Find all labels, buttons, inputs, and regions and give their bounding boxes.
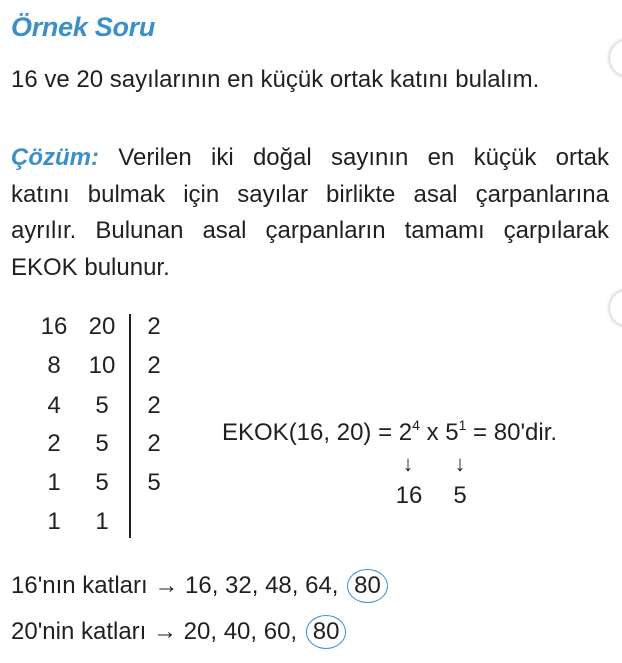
solution-label: Çözüm: [11,144,99,171]
solution-line-1-text: Verilen iki doğal sayının en küçük ortak [118,144,610,171]
multiples-text: 20'nin katları → 20, 40, 60, [11,618,298,645]
table-cell-prime: 2 [147,313,161,340]
example-title: Örnek Soru [11,12,156,42]
table-cell-a: 2 [47,430,61,457]
table-cell-b: 10 [88,352,116,379]
ekok-prefix: EKOK(16, 20) = 2 [222,419,413,446]
circled-common-multiple: 80 [306,615,347,649]
table-cell-b: 5 [95,430,109,457]
table-cell-prime: 2 [147,430,161,457]
table-cell-a: 1 [47,508,61,535]
down-arrow-icon: ↓ [454,451,466,476]
table-cell-a: 16 [40,313,68,340]
ekok-middle: x 5 [419,419,459,446]
table-cell-b: 5 [95,392,109,419]
solution-line-1 [11,140,609,177]
ekok-exponent-2: 1 [458,417,467,433]
multiples-line-16 [11,569,388,603]
table-cell-a: 8 [47,352,61,379]
table-cell-a: 4 [47,392,61,419]
solution-line-4: EKOK bulunur. [11,253,170,281]
down-arrow-icon: ↓ [402,451,414,476]
ekok-factor-5: 5 [453,482,467,509]
ekok-suffix: = 80'dir. [466,419,558,446]
solution-line-2: katını bulmak için sayılar birlikte asal çarpanlarına [11,180,609,208]
table-divider-line [129,314,131,538]
question-text: 16 ve 20 sayılarının en küçük ortak katını bulalım. [11,66,540,93]
table-cell-a: 1 [47,469,61,496]
table-cell-b: 5 [95,469,109,496]
multiples-text: 16'nın katları → 16, 32, 48, 64, [11,572,339,599]
table-cell-prime: 2 [147,352,161,379]
table-cell-prime: 5 [147,469,161,496]
table-cell-b: 1 [95,508,109,535]
multiples-line-20 [11,615,346,649]
table-cell-b: 20 [88,313,116,340]
ekok-exponent-1: 4 [412,417,420,433]
circled-common-multiple: 80 [347,569,388,603]
ekok-factor-16: 16 [395,482,423,509]
ekok-expression [222,419,557,447]
page-edge-mark [610,290,622,326]
solution-line-3: ayrılır. Bulunan asal çarpanların tamamı çarpılarak [11,217,609,244]
table-cell-prime: 2 [147,392,161,419]
solution-paragraph [11,140,609,286]
page-edge-mark [610,40,622,76]
